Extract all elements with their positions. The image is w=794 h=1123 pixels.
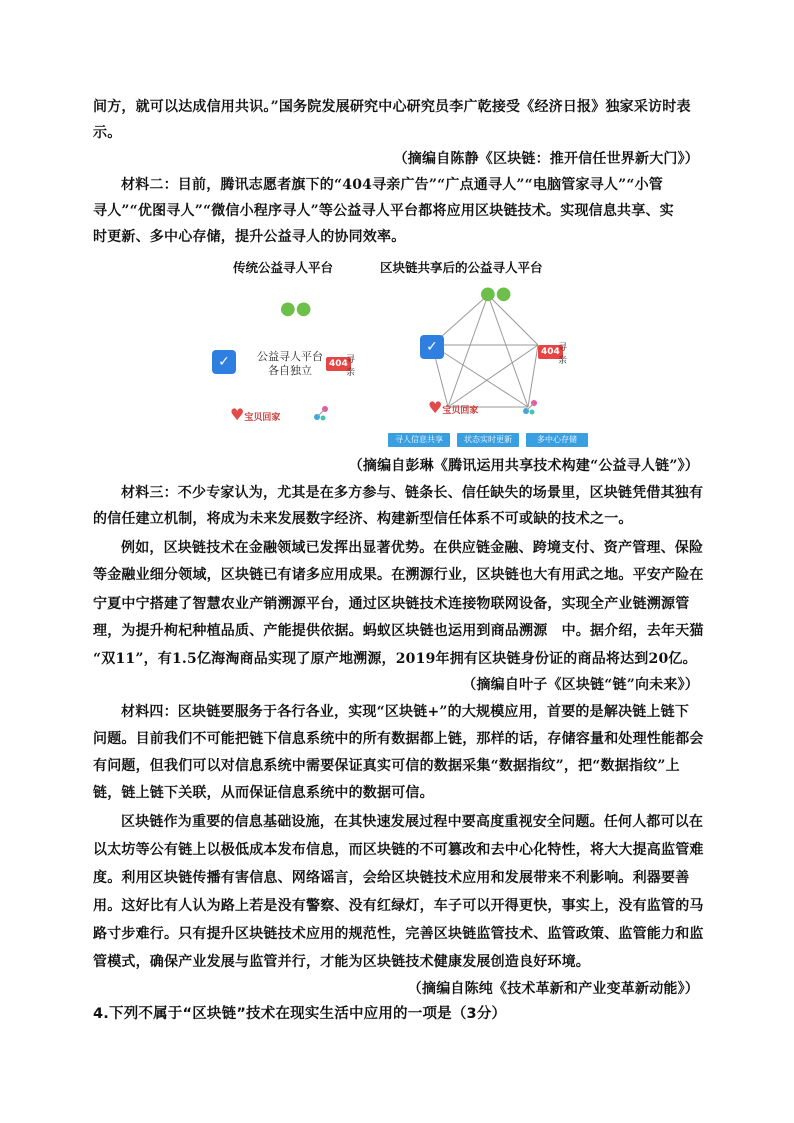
source-citation: （摘编自陈纯《技术革新和产业变革新动能》） — [407, 981, 699, 997]
paragraph-line: “双11”，有1.5亿海淘商品实现了原产地溯源，2019年拥有区块链身份证的商品将达到20亿。 — [93, 651, 697, 667]
x404-logo — [538, 339, 568, 366]
paragraph-line: 管模式，确保产业发展与监管并行，才能为区块链技术健康发展创造良好环境。 — [93, 954, 590, 970]
left-center-line1: 公益寻人平台 — [257, 350, 323, 363]
feature-button-multi-center-storage: 多中心存储 — [526, 433, 588, 447]
paragraph-line: 用。这好比有人认为路上若是没有警察、没有红绿灯，车子可以开得更快，事实上，没有监管的马 — [93, 898, 704, 914]
paragraph-line: 例如，区块链技术在金融领域已发挥出显著优势。在供应链金融、跨境支付、资产管理、保险 — [121, 540, 704, 556]
independent-platforms-label — [255, 350, 325, 378]
feature-button-realtime-update: 状态实时更新 — [457, 433, 519, 447]
wechat-icon: ●● — [480, 283, 512, 304]
platform-comparison-figure — [200, 255, 600, 455]
youtu-dots-icon — [313, 405, 329, 421]
paragraph-line: 路寸步难行。只有提升区块链技术应用的规范性，完善区块链监管技术、监管政策、监管能力和监 — [93, 926, 704, 942]
source-citation: （摘编自陈静《区块链：推开信任世界新大门》） — [393, 151, 699, 167]
wechat-icon: ●● — [280, 298, 312, 319]
paragraph-line: 度。利用区块链传播有害信息、网络谣言，会给区块链技术应用和发展带来不利影响。利器要善 — [93, 870, 690, 886]
right-figure-title: 区块链共享后的公益寻人平台 — [380, 260, 543, 275]
baby-home-heart-icon: ♥宝贝回家 — [428, 398, 479, 417]
baby-home-heart-icon: ♥宝贝回家 — [230, 405, 281, 424]
left-center-line2: 各自独立 — [268, 364, 312, 377]
paragraph-line: 示。 — [93, 125, 122, 141]
source-citation: （摘编自叶子《区块链“链”向未来》） — [462, 677, 699, 693]
paragraph-line: 材料四：区块链要服务于各行各业，实现“区块链+”的大规模应用，首要的是解决链上链下 — [121, 704, 690, 720]
x404-badge: 404 — [538, 345, 563, 359]
paragraph-line: 材料三：不少专家认为，尤其是在多方参与、链条长、信任缺失的场景里，区块链凭借其独有 — [121, 485, 704, 501]
paragraph-line: 区块链作为重要的信息基础设施，在其快速发展过程中要高度重视安全问题。任何人都可以在 — [121, 814, 704, 830]
paragraph-line: 链，链上链下关联，从而保证信息系统中的数据可信。 — [93, 785, 434, 801]
tencent-shield-icon: ✓ — [420, 335, 444, 359]
paragraph-line: 材料二：目前，腾讯志愿者旗下的“404寻亲广告”“广点通寻人”“电脑管家寻人”“小管 — [121, 177, 663, 193]
feature-button-info-share: 寻人信息共享 — [388, 433, 450, 447]
paragraph-line: 理，为提升枸杞种植品质、产能提供依据。蚂蚁区块链也运用到商品溯源 中。据介绍，去年天猫 — [93, 623, 704, 639]
paragraph-line: 等金融业细分领域，区块链已有诸多应用成果。在溯源行业，区块链也大有用武之地。平安产险在 — [93, 567, 704, 583]
youtu-dots-icon — [522, 399, 538, 415]
paragraph-line: 问题。目前我们不可能把链下信息系统中的所有数据都上链，那样的话，存储容量和处理性能都会 — [93, 731, 704, 747]
source-citation: （摘编自彭琳《腾讯运用共享技术构建“公益寻人链”》） — [348, 458, 699, 474]
x404-badge: 404 — [326, 357, 351, 371]
baby-label: 宝贝回家 — [244, 413, 281, 423]
paragraph-line: 寻人”“优图寻人”“微信小程序寻人”等公益寻人平台都将应用区块链技术。实现信息共享、实 — [93, 203, 674, 219]
x404-logo — [326, 351, 356, 378]
left-figure-title: 传统公益寻人平台 — [233, 260, 334, 275]
paragraph-line: 以太坊等公有链上以极低成本发布信息，而区块链的不可篡改和去中心化特性，将大大提高监管难 — [93, 842, 704, 858]
paragraph-line: 的信任建立机制，将成为未来发展数字经济、构建新型信任体系不可或缺的技术之一。 — [93, 511, 633, 527]
question-4: 4.下列不属于“区块链”技术在现实生活中应用的一项是（3分） — [93, 1006, 507, 1022]
x404-label: 寻亲 — [346, 355, 356, 378]
paragraph-line: 时更新、多中心存储，提升公益寻人的协同效率。 — [93, 229, 406, 245]
x404-label: 寻亲 — [558, 343, 568, 366]
baby-label: 宝贝回家 — [442, 406, 479, 416]
paragraph-line: 有问题，但我们可以对信息系统中需要保证真实可信的数据采集“数据指纹”，把“数据指纹”上 — [93, 758, 680, 774]
tencent-shield-icon: ✓ — [212, 350, 236, 374]
paragraph-line: 间方，就可以达成信用共识。”国务院发展研究中心研究员李广乾接受《经济日报》独家采访时表 — [93, 99, 691, 115]
paragraph-line: 宁夏中宁搭建了智慧农业产销溯源平台，通过区块链技术连接物联网设备，实现全产业链溯源管 — [93, 596, 690, 612]
